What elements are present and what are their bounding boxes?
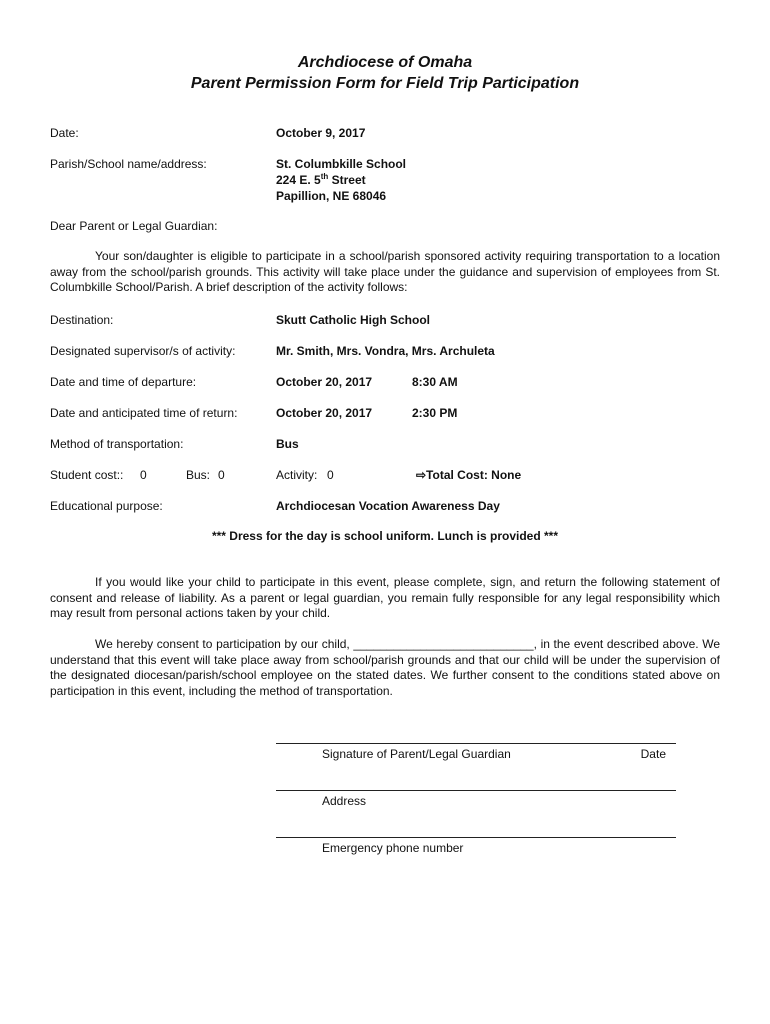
signature-block bbox=[276, 743, 676, 762]
parish-street: 224 E. 5th Street bbox=[276, 172, 366, 187]
purpose-value: Archdiocesan Vocation Awareness Day bbox=[276, 499, 500, 513]
parish-address bbox=[276, 156, 406, 204]
activity-cost-label: Activity: bbox=[276, 468, 318, 482]
transport-value: Bus bbox=[276, 437, 299, 451]
intro-paragraph: Your son/daughter is eligible to participate in a school/parish sponsored activity requiring transportation to a location away from the school/parish grounds. This activity will take place under the guidance and supervision of employees from St. Columbkille School/Parish. A brief description of the activity follows: bbox=[50, 249, 720, 294]
purpose-row bbox=[50, 498, 720, 514]
signature-line[interactable] bbox=[276, 743, 676, 744]
destination-row bbox=[50, 312, 720, 328]
return-time: 2:30 PM bbox=[412, 406, 458, 420]
supervisors-value: Mr. Smith, Mrs. Vondra, Mrs. Archuleta bbox=[276, 344, 495, 358]
supervisors-row bbox=[50, 343, 720, 359]
dress-note: *** Dress for the day is school uniform. Lunch is provided *** bbox=[211, 529, 559, 543]
form-subtitle: Parent Permission Form for Field Trip Participation bbox=[190, 75, 580, 92]
return-date: October 20, 2017 bbox=[276, 406, 373, 420]
bus-cost-label: Bus: bbox=[186, 468, 211, 482]
address-block bbox=[276, 790, 676, 809]
total-cost: ⇨Total Cost: None bbox=[416, 468, 522, 482]
destination-value: Skutt Catholic High School bbox=[276, 313, 431, 327]
signature-label: Signature of Parent/Legal Guardian bbox=[322, 747, 511, 761]
date-row bbox=[50, 125, 720, 141]
date-value: October 9, 2017 bbox=[276, 126, 366, 140]
supervisors-label: Designated supervisor/s of activity: bbox=[50, 344, 236, 358]
phone-line[interactable] bbox=[276, 837, 676, 838]
activity-cost-value: 0 bbox=[327, 468, 334, 482]
destination-label: Destination: bbox=[50, 313, 114, 327]
parish-label: Parish/School name/address: bbox=[50, 157, 207, 171]
departure-label: Date and time of departure: bbox=[50, 375, 197, 389]
return-row bbox=[50, 405, 720, 421]
greeting: Dear Parent or Legal Guardian: bbox=[50, 219, 218, 233]
return-label: Date and anticipated time of return: bbox=[50, 406, 238, 420]
form-title: Archdiocese of Omaha bbox=[297, 54, 473, 71]
student-cost-value: 0 bbox=[140, 468, 147, 482]
signature-date-label: Date bbox=[640, 747, 666, 761]
phone-label: Emergency phone number bbox=[322, 841, 464, 855]
address-line[interactable] bbox=[276, 790, 676, 791]
departure-date: October 20, 2017 bbox=[276, 375, 373, 389]
date-label: Date: bbox=[50, 126, 79, 140]
parish-city: Papillion, NE 68046 bbox=[276, 189, 387, 203]
consent-paragraph-2: We hereby consent to participation by our child, ___________________________, in the event described above. We understand that this event will take place away from school/parish grounds and that our child will be under the supervision of the designated diocesan/parish/school employee on the stated dates. We further consent to the conditions stated above on participation in this event, including the method of transportation. bbox=[50, 637, 720, 698]
phone-block bbox=[276, 837, 676, 856]
departure-row bbox=[50, 374, 720, 390]
address-label: Address bbox=[322, 794, 367, 808]
transport-label: Method of transportation: bbox=[50, 437, 184, 451]
cost-row bbox=[50, 467, 720, 483]
consent-paragraph-1: If you would like your child to participate in this event, please complete, sign, and return the following statement of consent and release of liability. As a parent or legal guardian, you remain fully responsible for any legal responsibility which may result from personal actions taken by your child. bbox=[50, 575, 720, 620]
student-cost-label: Student cost:: bbox=[50, 468, 124, 482]
transport-row bbox=[50, 436, 720, 452]
purpose-label: Educational purpose: bbox=[50, 499, 163, 513]
departure-time: 8:30 AM bbox=[412, 375, 458, 389]
parish-name: St. Columbkille School bbox=[276, 157, 407, 171]
bus-cost-value: 0 bbox=[218, 468, 225, 482]
